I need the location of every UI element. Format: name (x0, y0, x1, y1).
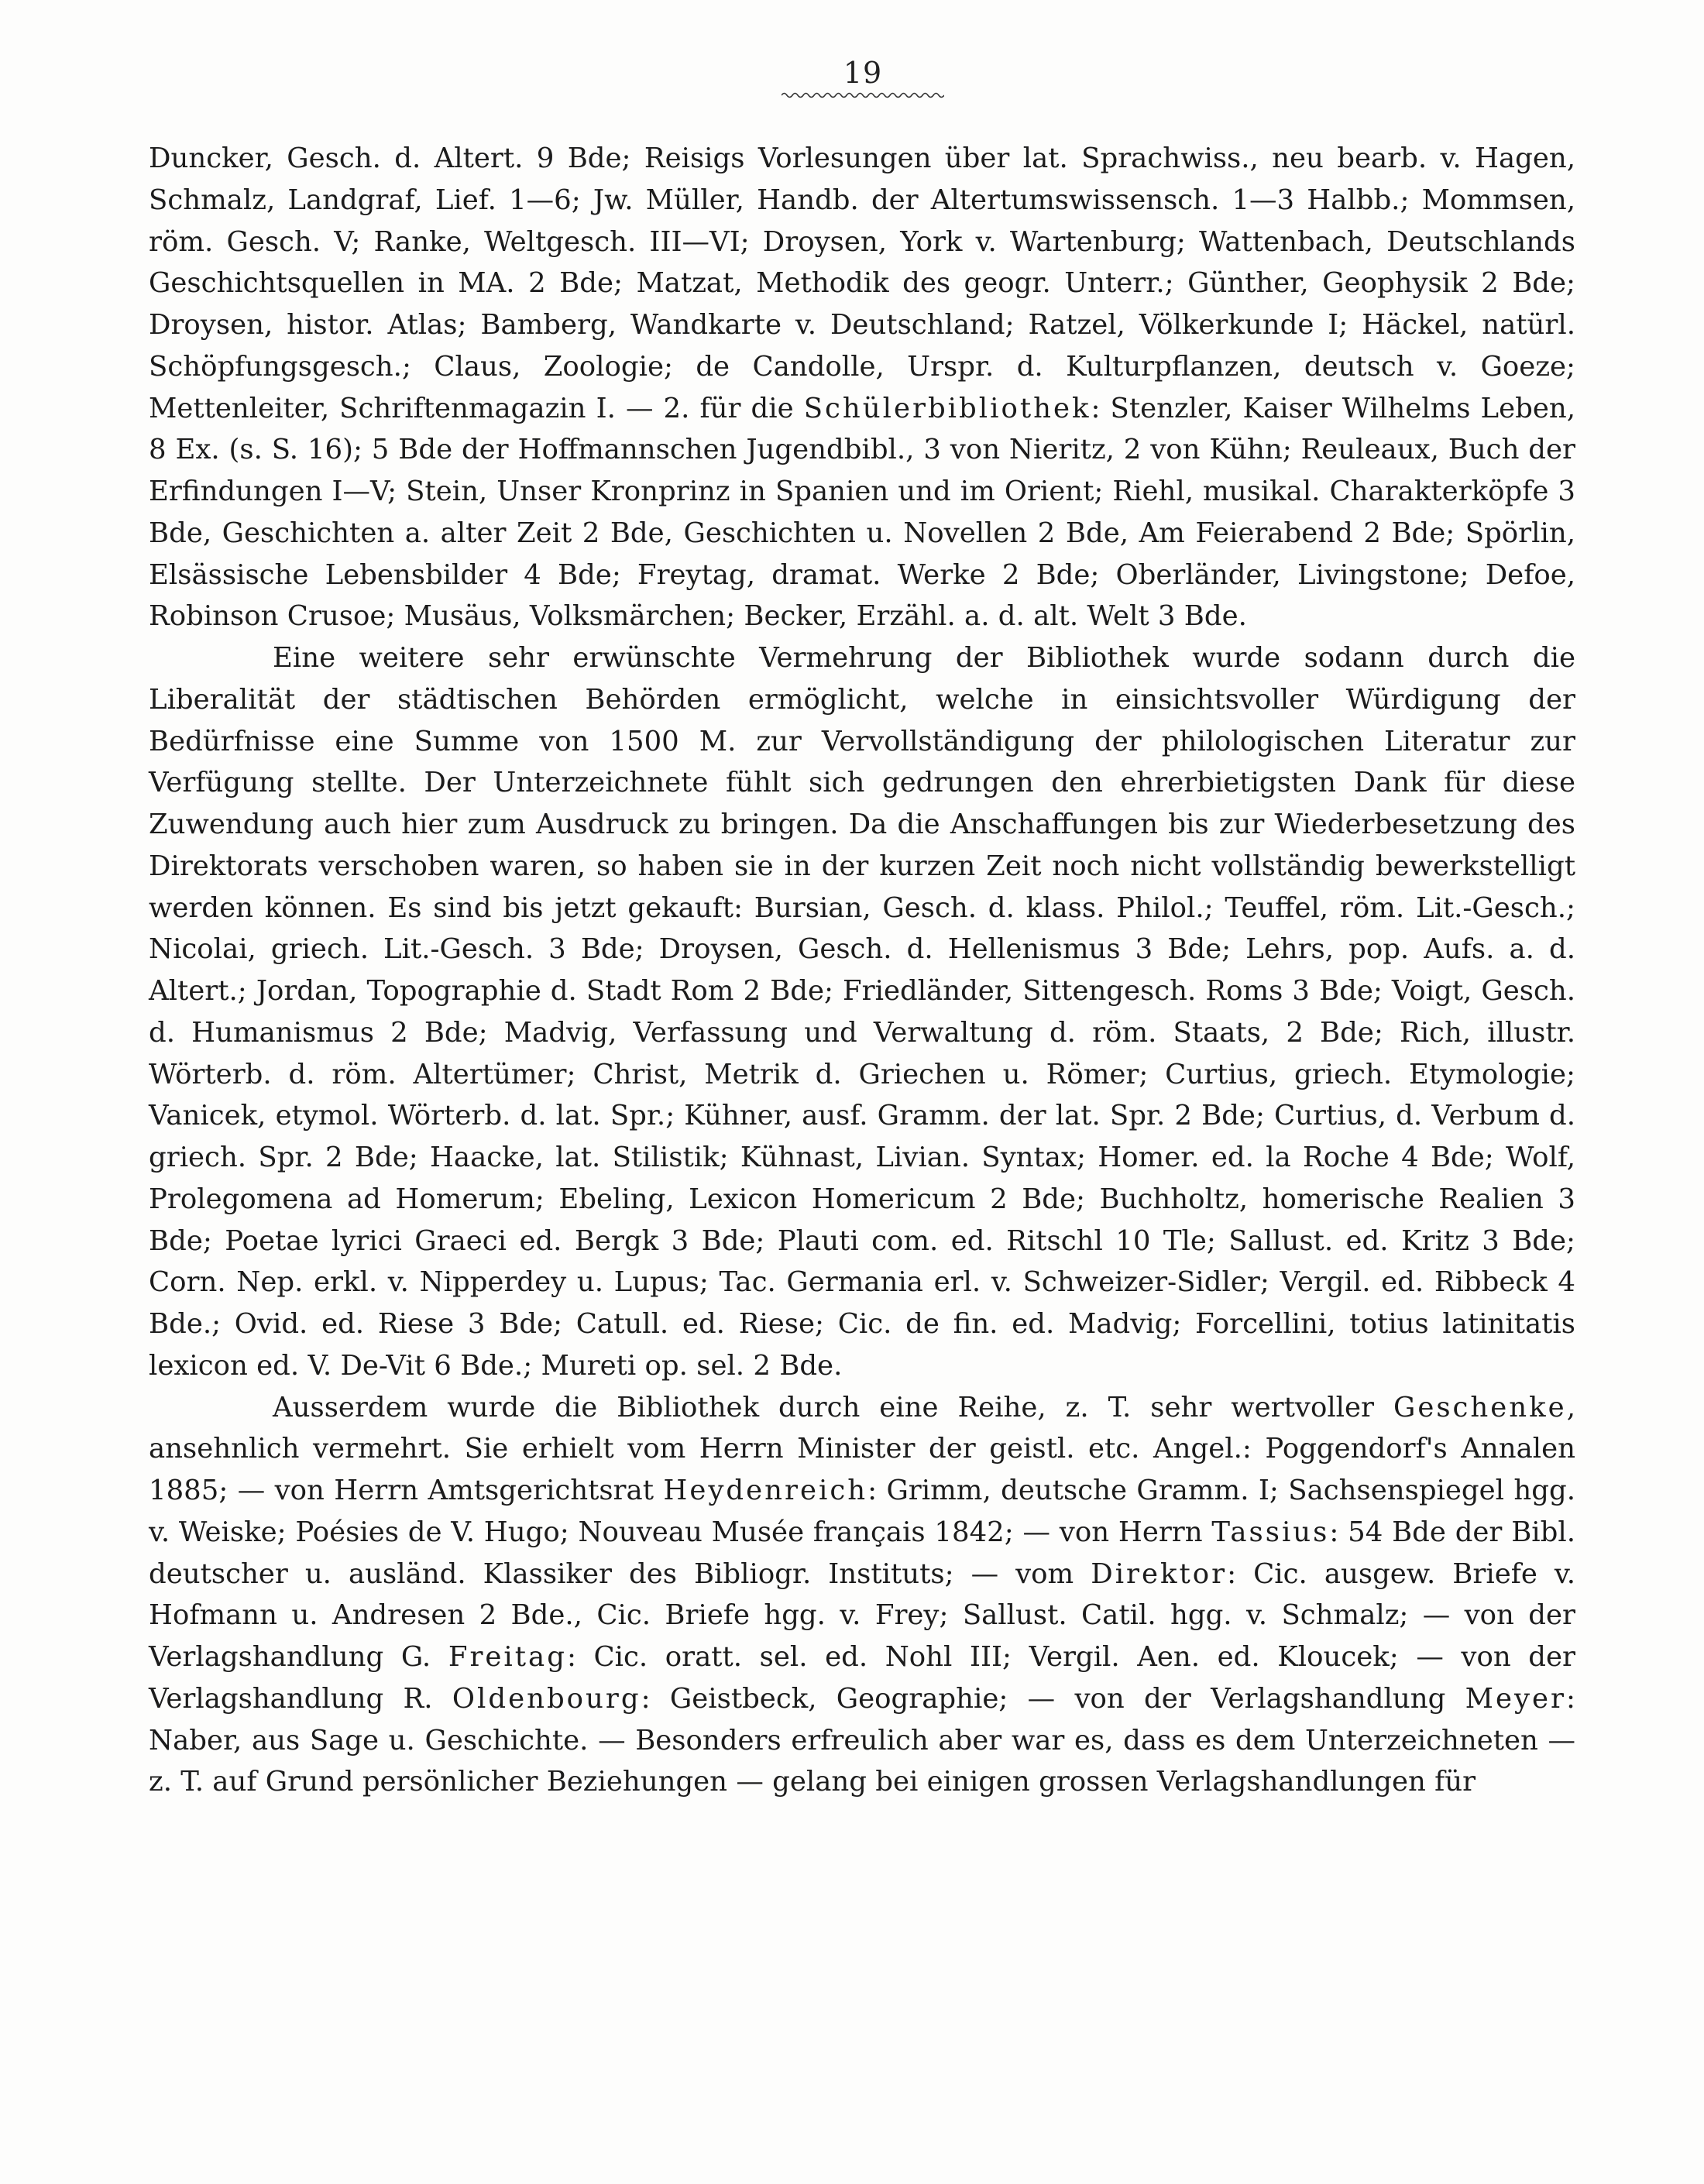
emphasis-meyer: Meyer (1465, 1682, 1567, 1715)
text-run: Eine weitere sehr erwünschte Vermehrung der Bibliothek wurde sodann durch die Liberalität der städtischen Behörden ermöglicht, welche in einsichtsvoller Würdigung der Bedürfnisse eine Summe von 1500 M. zur Vervollständigung der philologischen Literatur zur Verfügung stellte. Der Unterzeichnete fühlt sich gedrungen den ehrerbietigsten Dank für diese Zuwendung auch hier zum Ausdruck zu bringen. Da die Anschaffungen bis zur Wiederbesetzung des Direktorats verschoben waren, so haben sie in der kurzen Zeit noch nicht vollständig bewerkstelligt werden können. Es sind bis jetzt gekauft: Bursian, Gesch. d. klass. Philol.; Teuffel, röm. Lit.-Gesch.; Nicolai, griech. Lit.-Gesch. 3 Bde; Droysen, Gesch. d. Hellenismus 3 Bde; Lehrs, pop. Aufs. a. d. Altert.; Jordan, Topographie d. Stadt Rom 2 Bde; Friedländer, Sittengesch. Roms 3 Bde; Voigt, Gesch. d. Humanismus 2 Bde; Madvig, Verfassung und Verwaltung d. röm. Staats, 2 Bde; Rich, illustr. Wörterb. d. röm. Altertümer; Christ, Metrik d. Griechen u. Römer; Curtius, griech. Etymologie; Vanicek, etymol. Wörterb. d. lat. Spr.; Kühner, ausf. Gramm. der lat. Spr. 2 Bde; Curtius, d. Verbum d. griech. Spr. 2 Bde; Haacke, lat. Stilistik; Kühnast, Livian. Syntax; Homer. ed. la Roche 4 Bde; Wolf, Prolegomena ad Homerum; Ebeling, Lexicon Homericum 2 Bde; Buchholtz, homerische Realien 3 Bde; Poetae lyrici Graeci ed. Bergk 3 Bde; Plauti com. ed. Ritschl 10 Tle; Sallust. ed. Kritz 3 Bde; Corn. Nep. erkl. v. Nipperdey u. Lupus; Tac. Germania erl. v. Schweizer-Sidler; Vergil. ed. Ribbeck 4 Bde.; Ovid. ed. Riese 3 Bde; Catull. ed. Riese; Cic. de fin. ed. Madvig; Forcellini, totius latinitatis lexicon ed. V. De-Vit 6 Bde.; Mureti op. sel. 2 Bde. (149, 642, 1575, 1382)
text-run: : Grimm, deutsche Gramm. I; Sachsenspiegel hgg. v. Weiske; Poésies de V. Hugo; Nouveau Musée français 1842; — von Herrn (149, 1475, 1575, 1548)
emphasis-heydenreich: Heydenreich (663, 1475, 868, 1506)
text-run: : Cic. oratt. sel. ed. Nohl III; Vergil. Aen. ed. Kloucek; — von der Verlagshandlung R. (149, 1641, 1576, 1715)
text-run: : Stenzler, Kaiser Wilhelms Leben, 8 Ex. (s. S. 16); 5 Bde der Hoffmannschen Jugendbibl., 3 von Nieritz, 2 von Kühn; Reuleaux, Buch der Erfindungen I—V; Stein, Unser Kronprinz in Spanien und im Orient; Riehl, musikal. Charakterköpfe 3 Bde, Geschichten a. alter Zeit 2 Bde, Geschichten u. Novellen 2 Bde, Am Feierabend 2 Bde; Spörlin, Elsässische Lebensbilder 4 Bde; Freytag, dramat. Werke 2 Bde; Oberländer, Livingstone; Defoe, Robinson Crusoe; Musäus, Volksmärchen; Becker, Erzähl. a. d. alt. Welt 3 Bde. (149, 392, 1576, 633)
page-number: 19 (843, 56, 883, 90)
page-header (0, 56, 1704, 98)
paragraph-municipal-grant (149, 637, 1575, 1387)
wavy-rule-ornament (782, 91, 944, 99)
text-run: Ausserdem wurde die Bibliothek durch eine Reihe, z. T. sehr wertvoller (273, 1391, 1393, 1423)
emphasis-freitag: Freitag (448, 1641, 567, 1673)
text-run: Duncker, Gesch. d. Altert. 9 Bde; Reisigs Vorlesungen über lat. Sprachwiss., neu bearb. v. Hagen, Schmalz, Landgraf, Lief. 1—6; Jw. Müller, Handb. der Altertumswissensch. 1—3 Halbb.; Mommsen, röm. Gesch. V; Ranke, Weltgesch. III—VI; Droysen, York v. Wartenburg; Wattenbach, Deutschlands Geschichtsquellen in MA. 2 Bde; Matzat, Methodik des geogr. Unterr.; Günther, Geophysik 2 Bde; Droysen, histor. Atlas; Bamberg, Wandkarte v. Deutschland; Ratzel, Völkerkunde I; Häckel, natürl. Schöpfungsgesch.; Claus, Zoologie; de Candolle, Urspr. d. Kulturpflanzen, deutsch v. Goeze; Mettenleiter, Schriftenmagazin I. — 2. für die (149, 143, 1575, 424)
body-text (149, 138, 1575, 1803)
paragraph-book-list (149, 138, 1575, 637)
emphasis-tassius: Tassius (1211, 1516, 1330, 1548)
text-run: : Cic. ausgew. Briefe v. Hofmann u. Andresen 2 Bde., Cic. Briefe hgg. v. Frey; Sallust. Catil. hgg. v. Schmalz; — von der Verlagshandlung G. (149, 1557, 1575, 1673)
text-run: : Naber, aus Sage u. Geschichte. — Besonders erfreulich aber war es, dass es dem Unterzeichneten — z. T. auf Grund persönlicher Beziehungen — gelang bei einigen grossen Verlagshandlungen für (149, 1682, 1575, 1798)
emphasis-oldenbourg: Oldenbourg (452, 1682, 641, 1715)
text-run: : Geistbeck, Geographie; — von der Verlagshandlung (641, 1682, 1465, 1715)
emphasis-geschenke: Geschenke (1393, 1391, 1567, 1423)
emphasis-direktor: Direktor (1091, 1557, 1228, 1590)
text-run: , ansehnlich vermehrt. Sie erhielt vom Herrn Minister der geistl. etc. Angel.: Poggendorf's Annalen 1885; — von Herrn Amtsgerichtsrat (149, 1391, 1575, 1506)
paragraph-gifts (149, 1387, 1575, 1804)
emphasis-schuelerbibliothek: Schülerbibliothek (803, 392, 1091, 424)
text-run: : 54 Bde der Bibl. deutscher u. ausländ. Klassiker des Bibliogr. Instituts; — vom (149, 1516, 1575, 1590)
